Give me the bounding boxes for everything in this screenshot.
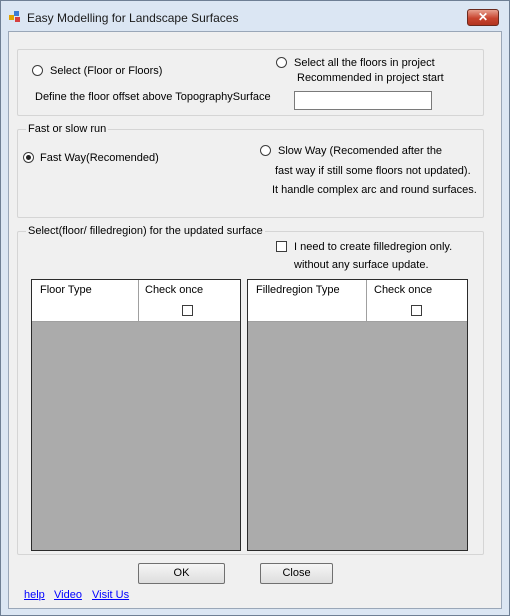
app-icon [9,11,21,23]
select-floors-group [17,49,484,116]
close-button[interactable]: Close [260,563,333,584]
visit-us-link[interactable]: Visit Us [92,589,130,601]
floor-type-column-header[interactable]: Floor Type [40,284,92,296]
select-floors-radio[interactable] [32,65,43,76]
offset-label: Define the floor offset above TopographySurface [35,91,271,103]
surface-selection-group [17,225,484,555]
filledregion-only-checkbox[interactable] [276,241,287,252]
ok-button[interactable]: OK [138,563,225,584]
offset-input[interactable] [294,91,432,110]
floor-grid-header [32,280,240,301]
slow-way-note-2: It handle complex arc and round surfaces. [272,184,477,196]
filledregion-type-column-header[interactable]: Filledregion Type [256,284,340,296]
floor-check-column-header[interactable]: Check once [145,284,204,296]
filledregion-type-grid[interactable] [247,279,468,551]
recommended-start-note: Recommended in project start [297,72,444,84]
floor-check-once-checkbox[interactable] [182,305,193,316]
filledregion-only-note: without any surface update. [294,259,429,271]
window-close-button[interactable] [467,9,499,26]
table-row[interactable] [248,300,467,322]
run-speed-group [17,123,484,218]
run-speed-legend: Fast or slow run [28,123,107,135]
title-bar [1,1,509,31]
filledregion-only-label: I need to create filledregion only. [294,241,453,253]
filledregion-grid-header [248,280,467,301]
filledregion-check-column-header[interactable]: Check once [374,284,433,296]
surface-selection-legend: Select(floor/ filledregion) for the updated surface [28,225,263,237]
slow-way-label: Slow Way (Recomended after the [278,145,443,157]
slow-way-note-1: fast way if still some floors not updated). [275,165,471,177]
floor-type-grid[interactable] [31,279,241,551]
table-row[interactable] [32,300,240,322]
filledregion-check-once-checkbox[interactable] [411,305,422,316]
column-divider [366,300,367,321]
select-all-floors-radio[interactable] [276,57,287,68]
column-divider [138,300,139,321]
column-divider [138,280,139,300]
close-icon: ✕ [477,10,489,24]
help-link[interactable]: help [24,589,45,601]
video-link[interactable]: Video [54,589,82,601]
column-divider [366,280,367,300]
fast-way-label: Fast Way(Recomended) [40,152,159,164]
select-all-floors-label: Select all the floors in project [294,57,435,69]
slow-way-radio[interactable] [260,145,271,156]
window-title: Easy Modelling for Landscape Surfaces [27,11,239,25]
dialog-client [8,31,502,609]
select-floors-label: Select (Floor or Floors) [50,65,163,77]
fast-way-radio[interactable] [23,152,34,163]
